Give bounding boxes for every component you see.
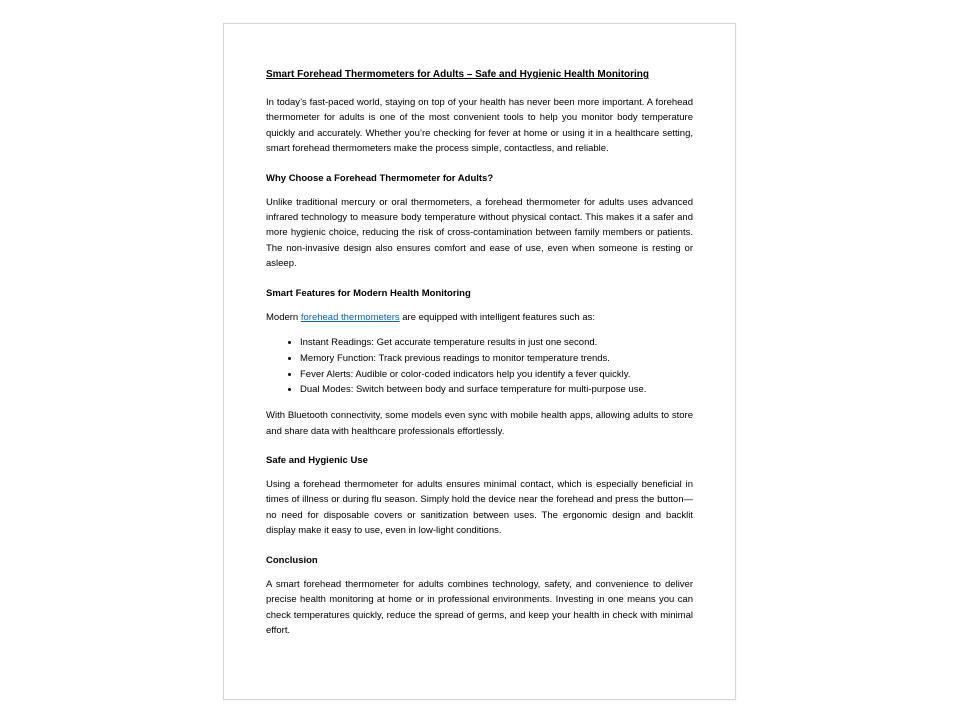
paragraph-why-choose: Unlike traditional mercury or oral thermometers, a forehead thermometer for adults uses advanced infrared technology to measure body temperature without physical contact. This makes it a safer and more hygienic choice, reducing the risk of cross-contamination between family members or patients. The non-invasive design also ensures comfort and ease of use, even when someone is resting or asleep.: [266, 196, 693, 270]
paragraph-bluetooth: With Bluetooth connectivity, some models even sync with mobile health apps, allowing adults to store and share data with healthcare professionals effortlessly.: [266, 410, 693, 437]
heading-smart-features: Smart Features for Modern Health Monitoring: [266, 287, 471, 299]
heading-conclusion: Conclusion: [266, 554, 318, 566]
list-item-dual-modes: • Dual Modes: Switch between body and surface temperature for multi-purpose use.: [300, 382, 693, 398]
forehead-thermometers-link[interactable]: forehead thermometers: [300, 311, 400, 323]
list-item-memory-function: • Memory Function: Track previous readings to monitor temperature trends.: [300, 351, 693, 367]
paragraph-features-intro: [266, 310, 693, 325]
document-page: [223, 23, 736, 700]
features-bullet-list: [266, 335, 693, 398]
list-item-fever-alerts: • Fever Alerts: Audible or color-coded indicators help you identify a fever quickly.: [300, 367, 693, 383]
heading-safe-hygienic: Safe and Hygienic Use: [266, 455, 368, 467]
paragraph-intro: In today’s fast-paced world, staying on top of your health has never been more important. A forehead thermometer for adults is one of the most convenient tools to help you monitor body temperature quickly and accurately. Whether you’re checking for fever at home or using it in a healthcare setting, smart forehead thermometers make the process simple, contactless, and reliable.: [266, 97, 693, 155]
heading-why-choose: Why Choose a Forehead Thermometer for Adults?: [266, 172, 494, 184]
paragraph-conclusion: A smart forehead thermometer for adults combines technology, safety, and convenience to deliver precise health monitoring at home or in professional environments. Investing in one means you can check temperatures quickly, reduce the spread of germs, and keep your health in check with minimal effort.: [266, 578, 693, 636]
features-intro-after: are equipped with intelligent features such as:: [399, 311, 596, 323]
features-intro-before: Modern: [266, 311, 301, 323]
document-title: Smart Forehead Thermometers for Adults – Safe and Hygienic Health Monitoring: [266, 69, 650, 80]
list-item-instant-readings: • Instant Readings: Get accurate temperature results in just one second.: [300, 335, 693, 351]
paragraph-safe-hygienic: Using a forehead thermometer for adults ensures minimal contact, which is especially beneficial in times of illness or during flu season. Simply hold the device near the forehead and press the button—no need for disposable covers or sanitization between uses. The ergonomic design and backlit display make it easy to use, even in low-light conditions.: [266, 479, 693, 537]
